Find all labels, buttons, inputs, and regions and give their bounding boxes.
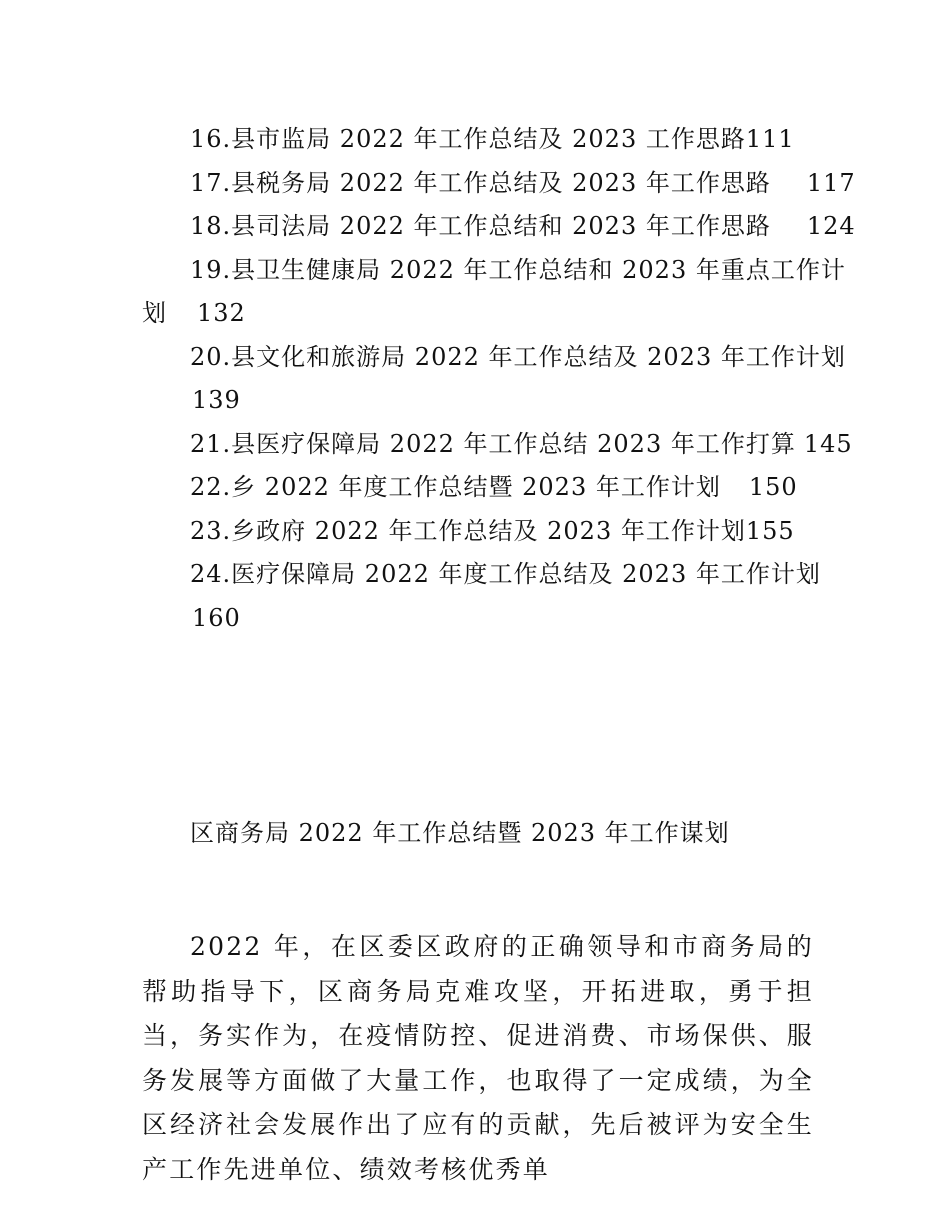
- toc-entry-page: 117: [806, 168, 856, 197]
- toc-entry-page: 155: [745, 516, 795, 545]
- toc-entry-23[interactable]: [142, 510, 812, 554]
- toc-entry-title: 17.县税务局 2022 年工作总结及 2023 年工作思路: [190, 168, 771, 197]
- article-title: 区商务局 2022 年工作总结暨 2023 年工作谋划: [190, 819, 730, 847]
- toc-entry-title: 19.县卫生健康局 2022 年工作总结和 2023 年重点工作计: [190, 255, 846, 284]
- toc-entry-21[interactable]: [142, 423, 853, 467]
- toc-entry-page: 124: [806, 212, 856, 240]
- toc-entry-title: 23.乡政府 2022 年工作总结及 2023 年工作计划: [190, 516, 746, 545]
- toc-entry-19[interactable]: [142, 249, 846, 293]
- toc-entry-title: 21.县医疗保障局 2022 年工作总结 2023 年工作打算: [190, 429, 796, 458]
- toc-entry-page: 160: [192, 603, 241, 632]
- article-paragraph: 2022 年，在区委区政府的正确领导和市商务局的帮助指导下，区商务局克难攻坚，开拓进取，勇于担当，务实作为，在疫情防控、促进消费、市场保供、服务发展等方面做了大量工作，也取得了一定成绩，为全区经济社会发展作出了应有的贡献，先后被评为安全生产工作先进单位、绩效考核优秀单: [142, 932, 814, 1184]
- toc-entry-24-continued[interactable]: [142, 597, 812, 641]
- table-of-contents: [142, 118, 856, 640]
- toc-entry-20-continued[interactable]: [142, 379, 812, 423]
- toc-entry-17[interactable]: [142, 162, 856, 206]
- toc-entry-19-continued[interactable]: [142, 292, 812, 336]
- toc-entry-title: 20.县文化和旅游局 2022 年工作总结及 2023 年工作计划: [190, 342, 846, 371]
- toc-entry-page: 132: [197, 299, 246, 327]
- toc-entry-22[interactable]: [142, 466, 812, 510]
- toc-entry-page: 139: [192, 386, 241, 414]
- toc-entry-20[interactable]: [142, 336, 846, 380]
- toc-entry-title: 24.医疗保障局 2022 年度工作总结及 2023 年工作计划: [190, 560, 821, 588]
- toc-entry-title: 16.县市监局 2022 年工作总结及 2023 工作思路: [190, 125, 746, 153]
- toc-entry-18[interactable]: [142, 205, 856, 249]
- toc-entry-title: 18.县司法局 2022 年工作总结和 2023 年工作思路: [190, 212, 771, 240]
- toc-entry-title: 22.乡 2022 年度工作总结暨 2023 年工作计划: [190, 473, 721, 501]
- toc-entry-title-continued: 划: [142, 299, 167, 327]
- toc-entry-page: 111: [745, 125, 795, 153]
- toc-entry-page: 150: [748, 473, 798, 501]
- toc-entry-24[interactable]: [142, 553, 821, 597]
- toc-entry-page: 145: [803, 429, 853, 458]
- toc-entry-16[interactable]: [142, 118, 812, 162]
